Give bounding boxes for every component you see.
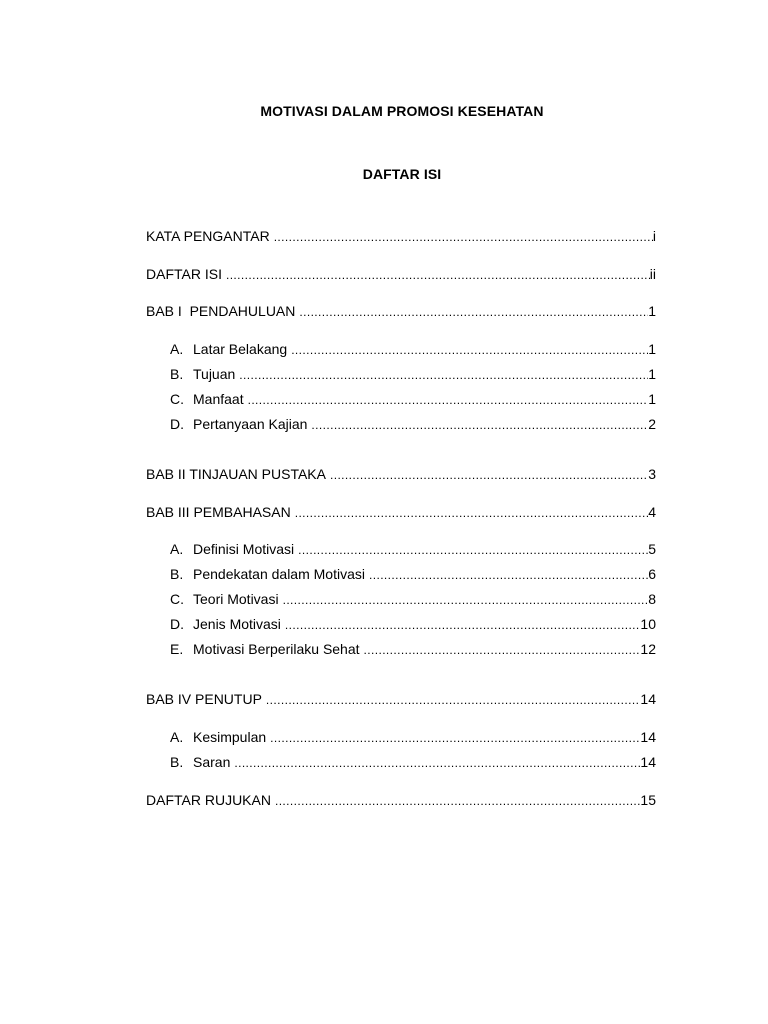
toc-entry-label: BAB III PEMBAHASAN (146, 504, 291, 520)
toc-subentry-page: 14 (640, 754, 656, 770)
toc-subentry-saran (170, 752, 656, 772)
toc-leader-dots (266, 690, 641, 709)
toc-entry-label: KATA PENGANTAR (146, 228, 270, 244)
toc-subentry-page: 14 (640, 729, 656, 745)
toc-entry-page: 1 (648, 303, 656, 319)
toc-leader-dots (295, 503, 648, 522)
toc-subentry-jenis-motivasi (170, 614, 656, 634)
toc-subentry-marker: B. (170, 566, 184, 582)
toc-subentry-marker: B. (170, 366, 184, 382)
toc-leader-dots (330, 465, 648, 484)
toc-subentry-page: 1 (648, 366, 656, 382)
toc-subentry-label: Pertanyaan Kajian (193, 416, 308, 432)
toc-subentry-page: 10 (640, 616, 656, 632)
toc-entry-label: BAB II TINJAUAN PUSTAKA (146, 466, 326, 482)
toc-leader-dots (283, 590, 649, 609)
toc-leader-dots (364, 640, 641, 659)
toc-subentry-label: Pendekatan dalam Motivasi (193, 566, 365, 582)
toc-entry-daftar-isi (146, 264, 656, 284)
toc-subentry-marker: A. (170, 341, 184, 357)
toc-leader-dots (291, 340, 648, 359)
toc-entry-page: ii (649, 266, 656, 282)
toc-entry-bab-2 (146, 464, 656, 484)
toc-leader-dots (299, 302, 648, 321)
toc-subentry-label: Saran (193, 754, 231, 770)
toc-subentry-definisi-motivasi (170, 539, 656, 559)
toc-subentry-label: Teori Motivasi (193, 591, 279, 607)
toc-subentry-motivasi-berperilaku-sehat (170, 639, 656, 659)
toc-subentry-page: 12 (640, 641, 656, 657)
toc-subentry-marker: A. (170, 729, 184, 745)
toc-subentry-teori-motivasi (170, 589, 656, 609)
toc-subentry-pendekatan (170, 564, 656, 584)
toc-subentry-label: Kesimpulan (193, 729, 267, 745)
toc-subentry-pertanyaan-kajian (170, 414, 656, 434)
toc-leader-dots (369, 565, 648, 584)
toc-subentry-page: 5 (648, 541, 656, 557)
toc-subentry-page: 1 (648, 391, 656, 407)
toc-subentry-kesimpulan (170, 727, 656, 747)
toc-leader-dots (270, 728, 640, 747)
document-title: MOTIVASI DALAM PROMOSI KESEHATAN (260, 103, 544, 119)
toc-entry-label: DAFTAR ISI (146, 266, 222, 282)
toc-leader-dots (274, 227, 653, 246)
toc-entry-page: 4 (648, 504, 656, 520)
toc-entry-kata-pengantar (146, 226, 656, 246)
toc-subentry-marker: B. (170, 754, 184, 770)
toc-entry-daftar-rujukan (146, 790, 656, 810)
toc-entry-page: i (652, 228, 656, 244)
toc-subentry-marker: E. (170, 641, 184, 657)
toc-entry-page: 15 (640, 792, 656, 808)
toc-leader-dots (239, 365, 648, 384)
toc-subentry-marker: D. (170, 416, 184, 432)
toc-subentry-marker: A. (170, 541, 184, 557)
toc-subentry-label: Latar Belakang (193, 341, 288, 357)
toc-entry-bab-3 (146, 502, 656, 522)
toc-entry-label: BAB I PENDAHULUAN (146, 303, 296, 319)
toc-subentry-page: 6 (648, 566, 656, 582)
toc-leader-dots (298, 540, 648, 559)
toc-subentry-page: 1 (648, 341, 656, 357)
toc-subentry-manfaat (170, 389, 656, 409)
toc-leader-dots (275, 791, 640, 810)
toc-entry-page: 14 (640, 691, 656, 707)
toc-leader-dots (285, 615, 641, 634)
toc-entry-bab-1 (146, 301, 656, 321)
toc-subentry-tujuan (170, 364, 656, 384)
toc-leader-dots (311, 415, 648, 434)
toc-subentry-marker: D. (170, 616, 184, 632)
toc-subentry-page: 2 (648, 416, 656, 432)
toc-entry-page: 3 (648, 466, 656, 482)
toc-leader-dots (234, 753, 640, 772)
toc-subentry-label: Motivasi Berperilaku Sehat (193, 641, 360, 657)
toc-subentry-marker: C. (170, 591, 184, 607)
toc-entry-bab-4 (146, 689, 656, 709)
toc-entry-label: BAB IV PENUTUP (146, 691, 262, 707)
toc-subentry-label: Definisi Motivasi (193, 541, 295, 557)
toc-subentry-page: 8 (648, 591, 656, 607)
toc-subentry-label: Manfaat (193, 391, 244, 407)
toc-heading: DAFTAR ISI (362, 166, 442, 182)
toc-leader-dots (226, 265, 650, 284)
toc-subentry-label: Tujuan (193, 366, 236, 382)
toc-subentry-latar-belakang (170, 339, 656, 359)
toc-subentry-marker: C. (170, 391, 184, 407)
toc-subentry-label: Jenis Motivasi (193, 616, 281, 632)
toc-entry-label: DAFTAR RUJUKAN (146, 792, 271, 808)
toc-leader-dots (248, 390, 649, 409)
